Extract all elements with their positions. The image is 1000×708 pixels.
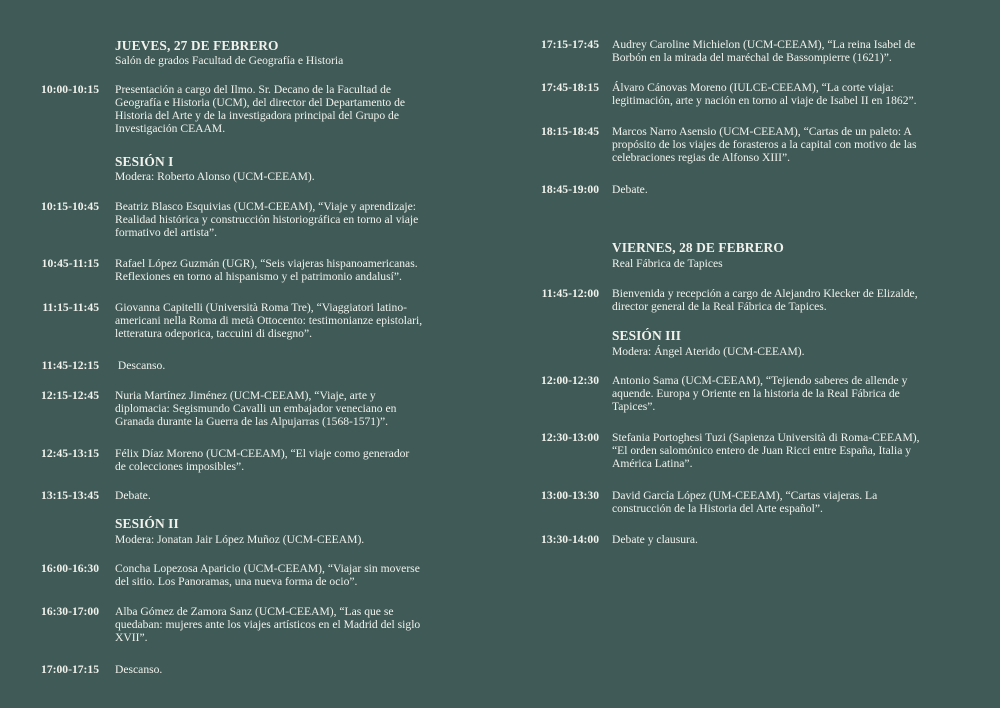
item-line: Tapices”. bbox=[612, 400, 656, 413]
item-line: Stefania Portoghesi Tuzi (Sapienza Università di Roma-CEEAM), bbox=[612, 431, 920, 444]
item-line: Debate y clausura. bbox=[612, 533, 698, 546]
item-time: 17:45-18:15 bbox=[541, 81, 599, 94]
day1-venue: Salón de grados Facultad de Geografía e Historia bbox=[115, 54, 344, 67]
item-time: 13:30-14:00 bbox=[541, 533, 599, 546]
item-line: letteratura odeporica, taccuini di disegno”. bbox=[115, 327, 313, 340]
item-line: legitimación, arte y nación en torno al viaje de Isabel II en 1862”. bbox=[612, 94, 917, 107]
item-line: de colecciones imposibles”. bbox=[115, 460, 245, 473]
item-time: 12:15-12:45 bbox=[41, 389, 99, 402]
item-line: Reflexiones en torno al hispanismo y el patrimonio andalusí”. bbox=[115, 270, 402, 283]
item-line: Antonio Sama (UCM-CEEAM), “Tejiendo saberes de allende y bbox=[612, 374, 908, 387]
item-line: América Latina”. bbox=[612, 457, 693, 470]
item-time: 17:15-17:45 bbox=[541, 38, 599, 51]
item-line: propósito de los viajes de forasteros a la capital con motivo de las bbox=[612, 138, 917, 151]
item-line: Historia del Arte y de la investigadora principal del Grupo de bbox=[115, 109, 399, 122]
item-line: Marcos Narro Asensio (UCM-CEEAM), “Cartas de un paleto: A bbox=[612, 125, 912, 138]
day2-venue: Real Fábrica de Tapices bbox=[612, 257, 723, 270]
day1-heading: JUEVES, 27 DE FEBRERO bbox=[115, 38, 279, 53]
item-time: 11:15-11:45 bbox=[42, 301, 99, 314]
item-line: Realidad histórica y construcción historiográfica en torno al viaje bbox=[115, 213, 419, 226]
item-line: director general de la Real Fábrica de Tapices. bbox=[612, 300, 827, 313]
item-time: 13:15-13:45 bbox=[41, 489, 99, 502]
item-time: 17:00-17:15 bbox=[41, 663, 99, 676]
session2-title: SESIÓN II bbox=[115, 516, 179, 531]
item-line: Audrey Caroline Michielon (UCM-CEEAM), “La reina Isabel de bbox=[612, 38, 916, 51]
item-line: Félix Díaz Moreno (UCM-CEEAM), “El viaje como generador bbox=[115, 447, 410, 460]
item-line: Beatriz Blasco Esquivias (UCM-CEEAM), “Viaje y aprendizaje: bbox=[115, 200, 416, 213]
item-line: construcción de la Historia del Arte español”. bbox=[612, 502, 823, 515]
item-time: 13:00-13:30 bbox=[541, 489, 599, 502]
item-line: Descanso. bbox=[115, 359, 166, 372]
item-line: Descanso. bbox=[115, 663, 163, 676]
item-line: quedaban: mujeres ante los viajes artísticos en el Madrid del siglo bbox=[115, 618, 421, 631]
session1-moderator: Modera: Roberto Alonso (UCM-CEEAM). bbox=[115, 170, 315, 183]
item-time: 11:45-12:00 bbox=[541, 287, 599, 300]
item-line: diplomacia: Segismundo Cavalli un embajador veneciano en bbox=[115, 402, 397, 415]
item-line: Rafael López Guzmán (UGR), “Seis viajeras hispanoamericanas. bbox=[115, 257, 418, 270]
item-line: del sitio. Los Panoramas, una nueva forma de ocio”. bbox=[115, 575, 358, 588]
session2-moderator: Modera: Jonatan Jair López Muñoz (UCM-CEEAM). bbox=[115, 533, 365, 546]
item-line: XVII”. bbox=[115, 631, 148, 644]
item-line: celebraciones regias de Alfonso XIII”. bbox=[612, 151, 791, 164]
item-line: Bienvenida y recepción a cargo de Alejandro Klecker de Elizalde, bbox=[612, 287, 918, 300]
item-time: 18:45-19:00 bbox=[541, 183, 599, 196]
item-line: Investigación CEAAM. bbox=[115, 122, 226, 135]
item-time: 16:30-17:00 bbox=[41, 605, 99, 618]
session3-moderator: Modera: Ángel Aterido (UCM-CEEAM). bbox=[612, 345, 805, 358]
item-line: “El orden salomónico entero de Juan Ricci entre España, Italia y bbox=[612, 444, 912, 457]
item-time: 12:00-12:30 bbox=[541, 374, 599, 387]
item-line: americani nella Roma di metà Ottocento: testimonianze epistolari, bbox=[115, 314, 423, 327]
item-line: Granada durante la Guerra de las Alpujarras (1568-1571)”. bbox=[115, 415, 388, 428]
item-line: David García López (UM-CEEAM), “Cartas viajeras. La bbox=[612, 489, 878, 502]
item-line: Alba Gómez de Zamora Sanz (UCM-CEEAM), “Las que se bbox=[115, 605, 394, 618]
day2-heading: VIERNES, 28 DE FEBRERO bbox=[612, 240, 784, 255]
item-line: Debate. bbox=[612, 183, 648, 196]
item-line: Presentación a cargo del Ilmo. Sr. Decano de la Facultad de bbox=[115, 83, 392, 96]
item-line: formativo del artista”. bbox=[115, 226, 218, 239]
item-time: 10:15-10:45 bbox=[41, 200, 99, 213]
item-line: Concha Lopezosa Aparicio (UCM-CEEAM), “Viajar sin moverse bbox=[115, 562, 420, 575]
item-time: 16:00-16:30 bbox=[41, 562, 99, 575]
session1-title: SESIÓN I bbox=[115, 154, 174, 169]
item-line: Giovanna Capitelli (Università Roma Tre), “Viaggiatori latino- bbox=[115, 301, 407, 314]
item-line: Debate. bbox=[115, 489, 151, 502]
item-line: Borbón en la mirada del maréchal de Bassompierre (1621)”. bbox=[612, 51, 892, 64]
item-line: aquende. Europa y Oriente en la historia de la Real Fábrica de bbox=[612, 387, 900, 400]
item-time: 11:45-12:15 bbox=[41, 359, 99, 372]
item-line: Nuria Martínez Jiménez (UCM-CEEAM), “Viaje, arte y bbox=[115, 389, 376, 402]
item-time: 10:45-11:15 bbox=[41, 257, 99, 270]
item-time: 12:45-13:15 bbox=[41, 447, 99, 460]
item-time: 10:00-10:15 bbox=[41, 83, 99, 96]
item-line: Álvaro Cánovas Moreno (IULCE-CEEAM), “La corte viaja: bbox=[612, 81, 894, 94]
item-time: 12:30-13:00 bbox=[541, 431, 599, 444]
item-time: 18:15-18:45 bbox=[541, 125, 599, 138]
session3-title: SESIÓN III bbox=[612, 328, 682, 343]
item-line: Geografía e Historia (UCM), del director del Departamento de bbox=[115, 96, 406, 109]
